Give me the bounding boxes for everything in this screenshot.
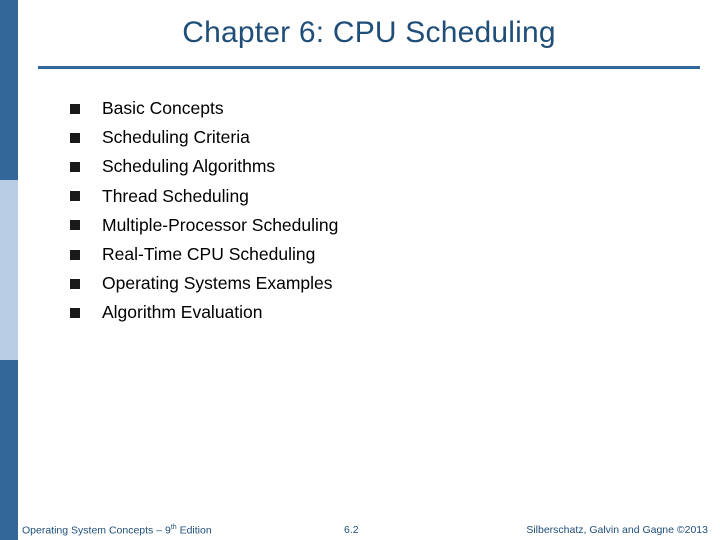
bullet-item [70,152,338,181]
bullet-text: Algorithm Evaluation [102,302,263,323]
bullet-text: Multiple-Processor Scheduling [102,214,339,235]
bullet-item [70,269,338,298]
footer-edition-sup: th [170,524,177,531]
bullet-list [70,94,338,328]
bullet-item [70,298,338,327]
footer-book-suffix: Edition [176,524,212,537]
bullet-item [70,182,338,211]
bullet-item [70,123,338,152]
square-bullet-icon [70,250,80,260]
bullet-text: Real-Time CPU Scheduling [102,244,316,265]
square-bullet-icon [70,220,80,230]
slide-title: Chapter 6: CPU Scheduling [182,16,556,49]
bullet-item [70,211,338,240]
square-bullet-icon [70,191,80,201]
bullet-text: Thread Scheduling [102,185,249,206]
bullet-text: Scheduling Criteria [102,127,250,148]
footer-page-number: 6.2 [344,524,359,536]
square-bullet-icon [70,162,80,172]
sidebar-band-top [0,0,18,180]
footer-copyright: Silberschatz, Galvin and Gagne ©2013 [526,524,708,536]
bullet-text: Operating Systems Examples [102,273,333,294]
footer-book-title [22,524,212,537]
square-bullet-icon [70,133,80,143]
bullet-item [70,94,338,123]
sidebar-band-middle [0,180,18,360]
bullet-text: Basic Concepts [102,98,224,119]
square-bullet-icon [70,308,80,318]
sidebar-band-bottom [0,360,18,540]
square-bullet-icon [70,104,80,114]
square-bullet-icon [70,279,80,289]
bullet-text: Scheduling Algorithms [102,156,276,177]
footer-book-prefix: Operating System Concepts – 9 [22,524,171,537]
bullet-item [70,240,338,269]
title-divider [38,66,700,69]
